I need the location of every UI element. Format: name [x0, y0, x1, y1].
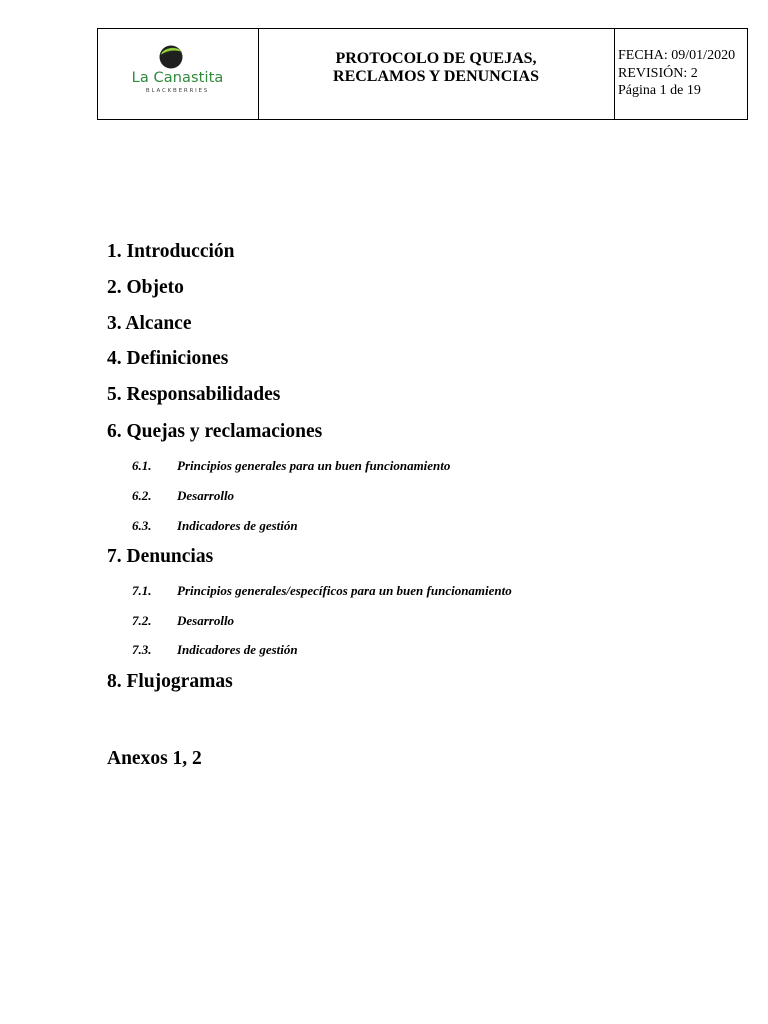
toc-item-anexos: Anexos 1, 2	[107, 748, 202, 769]
toc-subitem-number: 6.1.	[132, 458, 152, 473]
header-divider-2	[614, 28, 615, 120]
document-title	[258, 28, 614, 120]
toc-subitem-7-3	[132, 642, 298, 658]
toc-subitem-number: 7.3.	[132, 642, 152, 657]
toc-item-alcance: 3. Alcance	[107, 313, 192, 334]
toc-subitem-label: Indicadores de gestión	[177, 642, 298, 657]
logo-subtitle: BLACKBERRIES	[145, 88, 210, 94]
pagina-text: Página 1 de 19	[618, 83, 701, 98]
toc-subitem-number: 6.2.	[132, 488, 152, 503]
toc-item-denuncias: 7. Denuncias	[107, 546, 214, 567]
toc-subitem-label: Desarrollo	[177, 613, 235, 628]
toc-subitem-7-2	[132, 613, 234, 629]
toc-subitem-6-1	[132, 458, 450, 474]
toc-subitem-number: 7.2.	[132, 613, 152, 628]
toc-subitem-label: Desarrollo	[177, 488, 235, 503]
toc-subitem-7-1	[132, 583, 512, 599]
header-border-right	[747, 28, 748, 120]
toc-subitem-label: Indicadores de gestión	[177, 518, 298, 533]
toc-subitem-6-2	[132, 488, 234, 504]
toc-item-objeto: 2. Objeto	[107, 277, 184, 298]
toc-item-definiciones: 4. Definiciones	[107, 348, 229, 369]
logo-cell	[97, 28, 258, 120]
toc-subitem-number: 7.1.	[132, 583, 152, 598]
title-line-2: RECLAMOS Y DENUNCIAS	[333, 68, 539, 85]
toc-item-quejas: 6. Quejas y reclamaciones	[107, 421, 323, 442]
toc-subitem-label: Principios generales/específicos para un buen funcionamiento	[177, 583, 512, 598]
toc-subitem-label: Principios generales para un buen funcionamiento	[177, 458, 451, 473]
document-header	[97, 28, 748, 120]
toc-subitem-6-3	[132, 518, 298, 534]
title-line-1: PROTOCOLO DE QUEJAS,	[335, 50, 537, 67]
toc-item-introduccion: 1. Introducción	[107, 241, 235, 262]
document-meta	[618, 47, 746, 100]
blackberry-leaf-logo-icon	[158, 43, 184, 69]
fecha-text: FECHA: 09/01/2020	[618, 48, 736, 63]
logo-name: La Canastita	[131, 70, 224, 86]
toc-subitem-number: 6.3.	[132, 518, 152, 533]
revision-text: REVISIÓN: 2	[618, 65, 698, 81]
toc-item-responsabilidades: 5. Responsabilidades	[107, 384, 281, 405]
toc-item-flujogramas: 8. Flujogramas	[107, 671, 233, 692]
